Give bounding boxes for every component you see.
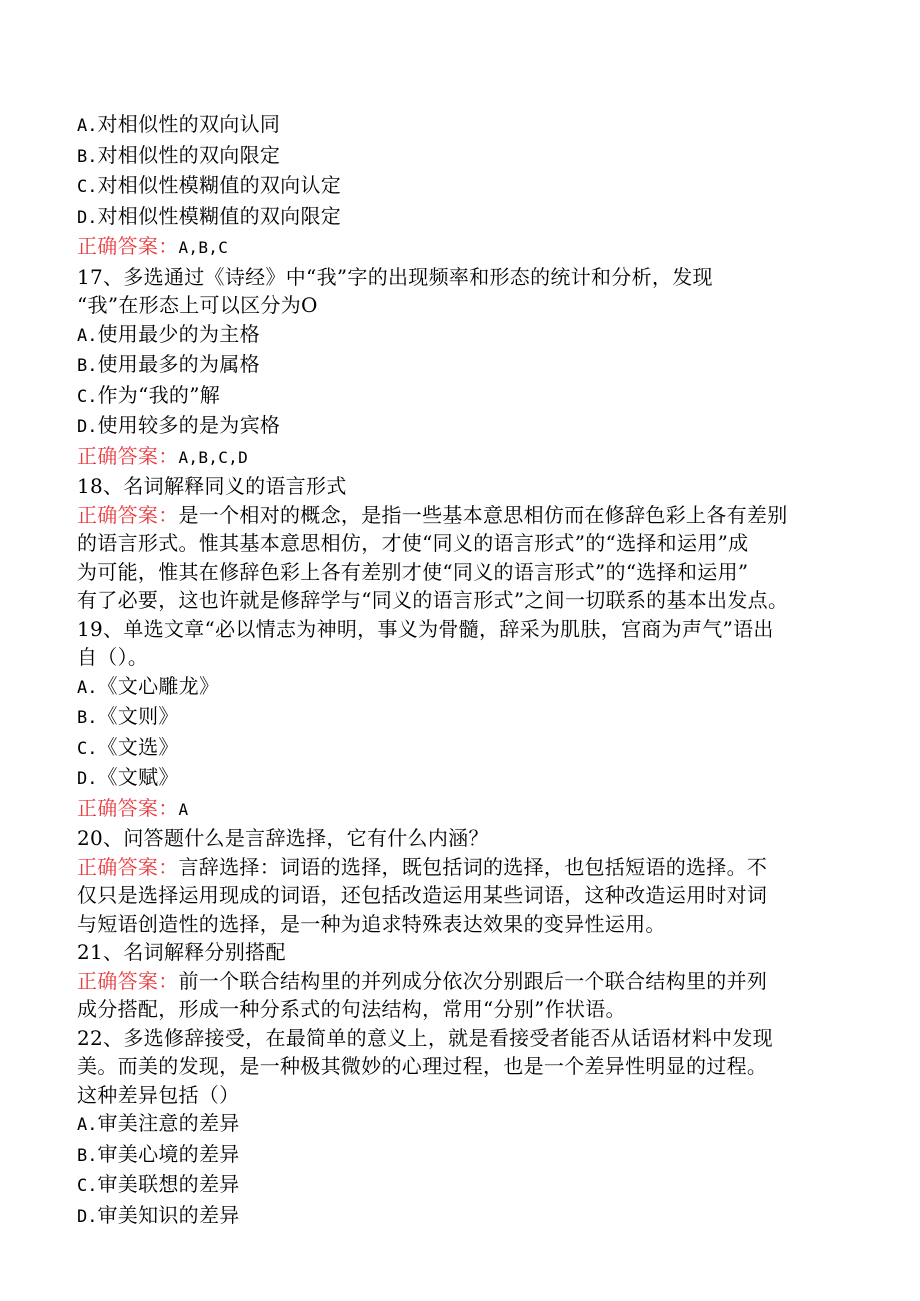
- option-d: D.使用较多的是为宾格: [77, 413, 281, 437]
- question-stem: 22、多选修辞接受，在最简单的意义上，就是看接受者能否从话语材料中发现: [77, 1025, 773, 1050]
- answer-text: 前一个联合结构里的并列成分依次分别跟后一个联合结构里的并列: [178, 968, 768, 993]
- option-a: A.对相似性的双向认同: [77, 112, 281, 136]
- answer-label: 正确答案：: [77, 854, 179, 879]
- option-b: B.对相似性的双向限定: [77, 142, 281, 167]
- question-stem-cont: 自（）。: [77, 645, 149, 669]
- answer-text: 言辞选择：词语的选择，既包括词的选择，也包括短语的选择。不: [178, 854, 768, 879]
- question-stem: 18、名词解释同义的语言形式: [77, 474, 347, 498]
- question-17: [77, 263, 847, 473]
- question-18: [77, 472, 847, 615]
- question-20: [77, 824, 847, 938]
- answer-value: A,B,C,D: [178, 447, 249, 467]
- question-stem: 19、单选文章“必以情志为神明，事义为骨髓，辞采为肌肤，宫商为声气”语出: [77, 616, 774, 641]
- option-c: C.对相似性模糊值的双向认定: [77, 173, 342, 197]
- answer-text-cont: 为可能，惟其在修辞色彩上各有差别才使“同义的语言形式”的“选择和运用”: [77, 559, 749, 584]
- answer-label: 正确答案：: [77, 443, 179, 468]
- answer-line: [77, 794, 847, 825]
- question-stem: 21、名词解释分别搭配: [77, 940, 286, 964]
- question-stem-cont: 这种差异包括（）: [77, 1082, 240, 1107]
- question-stem-cont: 美。而美的发现，是一种极其微妙的心理过程，也是一个差异性明显的过程。: [77, 1054, 768, 1078]
- answer-line: [77, 232, 847, 263]
- answer-text: 是一个相对的概念，是指一些基本意思相仿而在修辞色彩上各有差别: [178, 502, 788, 527]
- option-a: A.审美注意的差异: [77, 1111, 240, 1135]
- option-b: B.审美心境的差异: [77, 1141, 240, 1166]
- option-a: A.《文心雕龙》: [77, 673, 220, 698]
- answer-text-cont: 成分搭配，形成一种分系式的句法结构，常用“分别”作状语。: [77, 997, 626, 1021]
- option-c: C.审美联想的差异: [77, 1172, 240, 1196]
- answer-text-cont: 的语言形式。惟其基本意思相仿，才使“同义的语言形式”的“选择和运用”成: [77, 531, 749, 555]
- option-b: B.《文则》: [77, 704, 179, 728]
- option-d: D.审美知识的差异: [77, 1202, 240, 1227]
- answer-label: 正确答案：: [77, 502, 179, 527]
- answer-line: [77, 967, 847, 996]
- option-c: C.作为“我的”解: [77, 382, 221, 407]
- answer-text-cont: 仅只是选择运用现成的词语，还包括改造运用某些词语，这种改造运用时对词: [77, 883, 768, 907]
- option-d: D.《文赋》: [77, 765, 179, 789]
- answer-line: [77, 853, 847, 882]
- answer-label: 正确答案：: [77, 968, 179, 993]
- answer-text-cont: 与短语创造性的选择，是一种为追求特殊表达效果的变异性运用。: [77, 911, 666, 936]
- option-d: D.对相似性模糊值的双向限定: [77, 203, 342, 228]
- answer-label: 正确答案：: [77, 795, 179, 820]
- question-stem: 17、多选通过《诗经》中“我”字的出现频率和形态的统计和分析，发现: [77, 264, 713, 289]
- question-stem-cont: “我”在形态上可以区分为O: [77, 293, 318, 317]
- exam-page: [77, 110, 847, 1231]
- question-22: [77, 1024, 847, 1232]
- answer-line: [77, 442, 847, 473]
- answer-value: A: [178, 799, 189, 819]
- option-a: A.使用最少的为主格: [77, 321, 260, 346]
- question-21: [77, 938, 847, 1024]
- answer-line: [77, 501, 847, 530]
- option-c: C.《文选》: [77, 734, 179, 759]
- answer-label: 正确答案：: [77, 234, 179, 258]
- question-16: [77, 110, 847, 263]
- answer-text-cont: 有了必要，这也许就是修辞学与“同义的语言形式”之间一切联系的基本出发点。: [77, 588, 789, 612]
- answer-value: A,B,C: [178, 238, 229, 257]
- question-stem: 20、问答题什么是言辞选择，它有什么内涵？: [77, 826, 489, 850]
- question-19: [77, 615, 847, 825]
- option-b: B.使用最多的为属格: [77, 352, 260, 376]
